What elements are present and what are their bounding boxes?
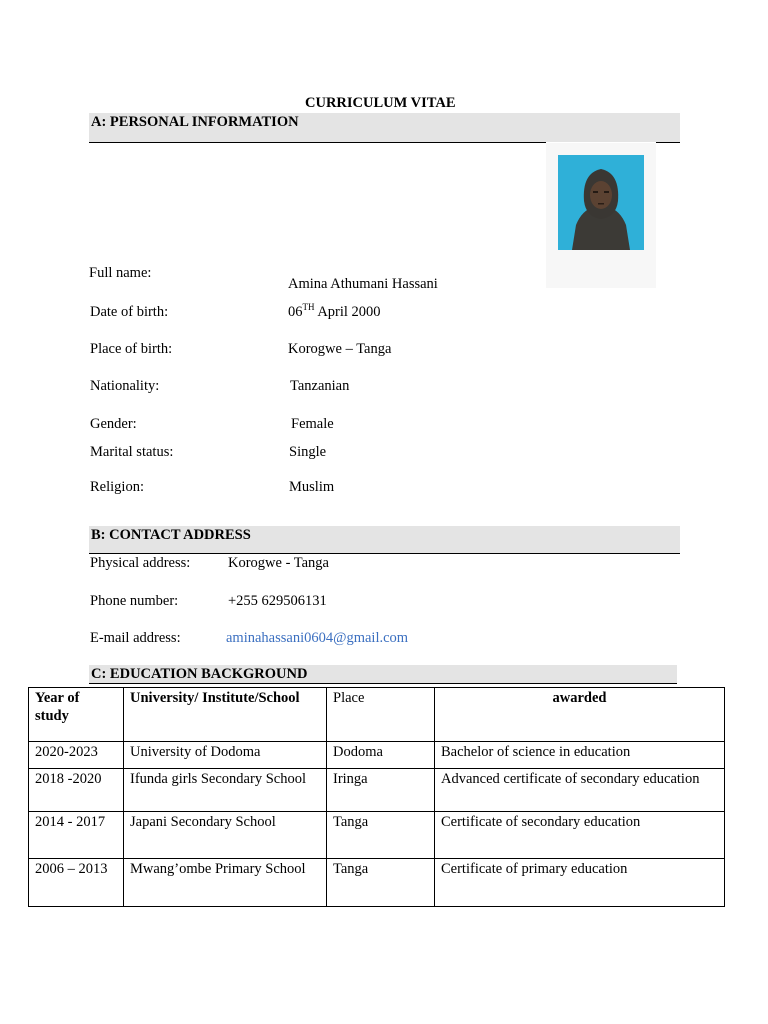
- cell-award: Certificate of primary education: [435, 859, 725, 907]
- pob-value: Korogwe – Tanga: [288, 341, 392, 357]
- dob-suffix: TH: [302, 302, 315, 312]
- section-rule: [89, 142, 546, 143]
- nationality-value: Tanzanian: [290, 378, 350, 394]
- cell-year: 2018 -2020: [29, 769, 124, 812]
- profile-photo: [558, 155, 644, 250]
- marital-status-label: Marital status:: [90, 444, 174, 460]
- table-row: [29, 859, 725, 907]
- dob-label: Date of birth:: [90, 304, 169, 320]
- dob-value: [288, 304, 381, 321]
- pob-label: Place of birth:: [90, 341, 173, 357]
- table-row: [29, 769, 725, 812]
- cell-place: Tanga: [327, 812, 435, 859]
- cell-award: Certificate of secondary education: [435, 812, 725, 859]
- section-rule: [89, 553, 680, 554]
- table-header-row: [29, 688, 725, 742]
- header-institution: University/ Institute/School: [124, 688, 327, 742]
- full-name-value: Amina Athumani Hassani: [288, 276, 438, 292]
- section-heading-education: C: EDUCATION BACKGROUND: [89, 665, 677, 683]
- page-title: CURRICULUM VITAE: [305, 95, 456, 111]
- section-rule: [656, 142, 680, 143]
- email-label: E-mail address:: [90, 630, 181, 646]
- religion-value: Muslim: [289, 479, 335, 495]
- header-year: Year of study: [29, 688, 124, 742]
- marital-status-value: Single: [289, 444, 327, 460]
- cell-place: Tanga: [327, 859, 435, 907]
- cell-award: Advanced certificate of secondary education: [435, 769, 725, 812]
- full-name-label: Full name:: [89, 265, 152, 281]
- physical-address-value: Korogwe - Tanga: [228, 555, 329, 571]
- section-heading-personal: A: PERSONAL INFORMATION: [89, 113, 680, 142]
- photo-frame: [546, 143, 656, 288]
- cell-place: Dodoma: [327, 742, 435, 769]
- header-place: Place: [327, 688, 435, 742]
- section-rule: [89, 683, 677, 684]
- cell-institution: Ifunda girls Secondary School: [124, 769, 327, 812]
- religion-label: Religion:: [90, 479, 144, 495]
- nationality-label: Nationality:: [90, 378, 160, 394]
- header-awarded: awarded: [435, 688, 725, 742]
- table-row: [29, 812, 725, 859]
- phone-value: +255 629506131: [228, 593, 327, 609]
- education-table: [28, 687, 725, 907]
- section-heading-contact: B: CONTACT ADDRESS: [89, 526, 680, 553]
- cell-place: Iringa: [327, 769, 435, 812]
- cell-institution: Mwang’ombe Primary School: [124, 859, 327, 907]
- cell-year: 2020-2023: [29, 742, 124, 769]
- dob-day: 06: [288, 304, 303, 320]
- cell-award: Bachelor of science in education: [435, 742, 725, 769]
- cell-year: 2006 – 2013: [29, 859, 124, 907]
- physical-address-label: Physical address:: [90, 555, 191, 571]
- cell-year: 2014 - 2017: [29, 812, 124, 859]
- dob-month-year: April 2000: [317, 304, 381, 320]
- gender-label: Gender:: [90, 416, 137, 432]
- cell-institution: Japani Secondary School: [124, 812, 327, 859]
- gender-value: Female: [291, 416, 334, 432]
- phone-label: Phone number:: [90, 593, 179, 609]
- cell-institution: University of Dodoma: [124, 742, 327, 769]
- table-row: [29, 742, 725, 769]
- email-link[interactable]: aminahassani0604@gmail.com: [226, 630, 409, 646]
